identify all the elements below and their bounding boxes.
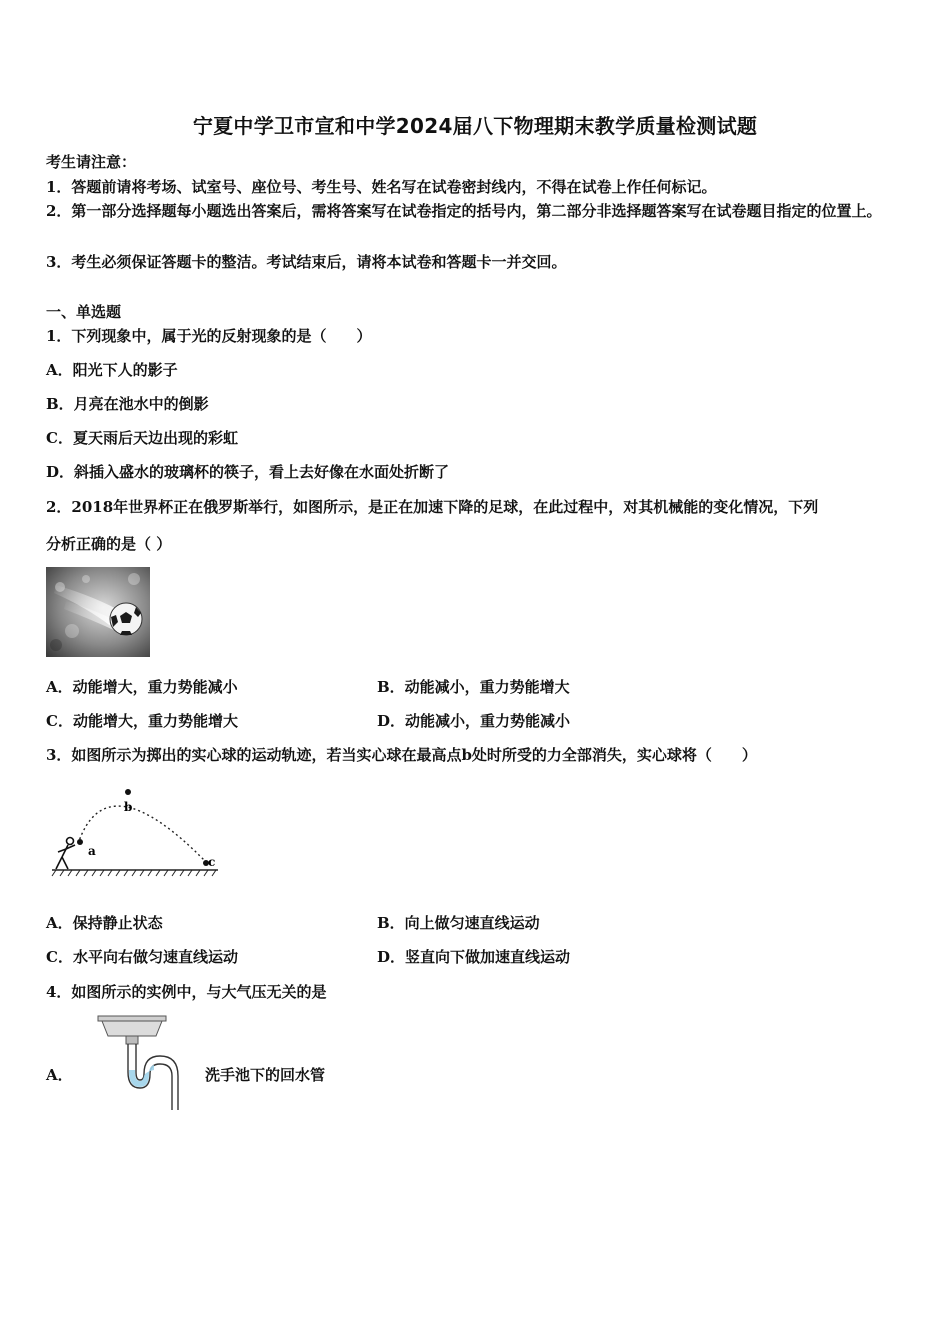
- notice-item-3: 3．考生必须保证答题卡的整洁。考试结束后，请将本试卷和答题卡一并交回。: [46, 253, 567, 271]
- q2-stem-line1: 2．2018年世界杯正在俄罗斯举行，如图所示，是正在加速下降的足球，在此过程中，对其机械能的变化情况，下列: [46, 498, 819, 516]
- q1-stem: 1．下列现象中，属于光的反射现象的是（ ）: [46, 327, 372, 345]
- q2-option-a: A．动能增大，重力势能减小: [46, 678, 238, 696]
- section-heading: 一、单选题: [46, 303, 122, 321]
- q3-option-c: C．水平向右做匀速直线运动: [46, 948, 238, 966]
- label-a: a: [88, 844, 96, 858]
- q2-stem-line2: 分析正确的是（ ）: [46, 535, 172, 553]
- q3-stem: 3．如图所示为掷出的实心球的运动轨迹，若当实心球在最高点b处时所受的力全部消失，实心球将（ ）: [46, 746, 757, 764]
- notice-heading: 考生请注意：: [46, 153, 137, 171]
- q4-option-a-letter: A．: [46, 1066, 73, 1084]
- q1-option-d: D．斜插入盛水的玻璃杯的筷子，看上去好像在水面处折断了: [46, 463, 450, 481]
- thrower-figure: [56, 838, 75, 870]
- notice-item-2: 2．第一部分选择题每小题选出答案后，需将答案写在试卷指定的括号内，第二部分非选择题答案写在试卷题目指定的位置上。: [46, 202, 882, 220]
- q3-option-b: B．向上做匀速直线运动: [377, 914, 540, 932]
- q4-stem: 4．如图所示的实例中，与大气压无关的是: [46, 983, 327, 1001]
- q2-option-d: D．动能减小，重力势能减小: [377, 712, 571, 730]
- q2-option-c: C．动能增大，重力势能增大: [46, 712, 238, 730]
- label-c: c: [208, 855, 216, 869]
- q2-option-b: B．动能减小，重力势能增大: [377, 678, 570, 696]
- q3-option-d: D．竖直向下做加速直线运动: [377, 948, 571, 966]
- q1-option-a: A．阳光下人的影子: [46, 361, 178, 379]
- sink-drain-figure: [96, 1012, 186, 1112]
- notice-item-1: 1．答题前请将考场、试室号、座位号、考生号、姓名写在试卷密封线内，不得在试卷上作任何标记。: [46, 178, 717, 196]
- point-b-marker: [125, 789, 131, 795]
- page-title: 宁夏中学卫市宣和中学2024届八下物理期末教学质量检测试题: [192, 114, 758, 138]
- trajectory-figure: [48, 784, 224, 880]
- soccer-ball-image: [46, 567, 150, 657]
- q4-option-a-text: 洗手池下的回水管: [205, 1066, 326, 1084]
- label-b: b: [124, 800, 133, 814]
- q1-option-b: B．月亮在池水中的倒影: [46, 395, 209, 413]
- q3-option-a: A．保持静止状态: [46, 914, 163, 932]
- point-a-marker: [77, 839, 83, 845]
- q1-option-c: C．夏天雨后天边出现的彩虹: [46, 429, 238, 447]
